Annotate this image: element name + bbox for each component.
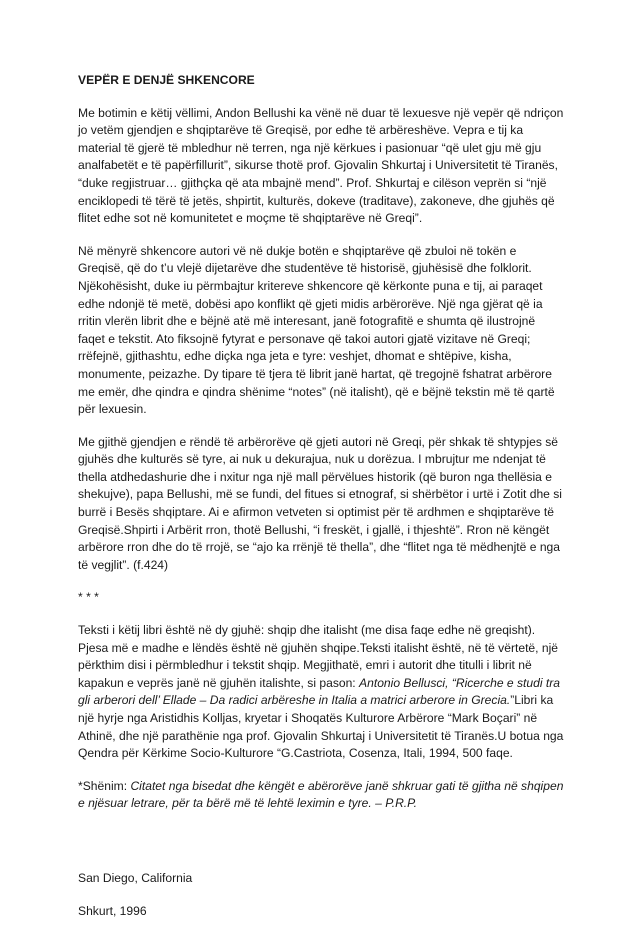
note-text: Citatet nga bisedat dhe këngët e abërorëve janë shkruar gati të gjitha në shqipen e njësuar letrare, për ta bërë më të lehtë leximin e tyre. – P.R.P. [78,778,564,811]
paragraph-3: Me gjithë gjendjen e rëndë të arbërorëve që gjeti autori në Greqi, për shkak të shtypjes së gjuhës dhe kulturës së tyre, ai nuk u dekurajua, nuk u dorëzua. I mbrujtur me ndenjat të thella atdhedashurie dhe i nxitur nga një mall përvëlues historik (që buron nga thellësia e shekujve), papa Bellushi, më se fundi, del fitues si etnograf, si shërbëtor i urtë i Zotit dhe si burrë i Besës shqiptare. Ai e afirmon vetveten si optimist për të ardhmen e shqiptarëve të Greqisë.Shpirti i Arbërit rron, thotë Bellushi, “i freskët, i gjallë, i thjeshtë”. Rron në këngët arbërore rron dhe do të rrojë, se “ajo ka rrënjë të thella”, dhe “flitet nga të mëdhenjtë e nga të vegjlit”. (f.424) [78,434,562,572]
signature-date: Shkurt, 1996 [78,903,147,918]
signature-place: San Diego, California [78,870,193,885]
document-title: VEPËR E DENJË SHKENCORE [78,73,255,87]
paragraph-4 [78,622,565,763]
note-paragraph [78,778,565,813]
paragraph-2: Në mënyrë shkencore autori vë në dukje botën e shqiptarëve që zbuloi në tokën e Greqisë, që do t’u vlejë dijetarëve dhe studentëve të historisë, gjuhësisë dhe folklorit. Njëkohësisht, duke iu përmbajtur kritereve shkencore që kërkonte puna e tij, ai paraqet edhe ndonjë të metë, dobësi apo konflikt që gjeti midis arbërorëve. Një nga gjërat që ia rritin vlerën librit dhe e bëjnë atë më interesant, janë fotografitë e shumta që ilustrojnë faqet e tekstit. Ato fiksojnë fytyrat e personave që takoi autori gjatë vizitave në Greqi; rrëfejnë, gjithashtu, edhe diçka nga jeta e tyre: veshjet, dhomat e shtëpive, kisha, monumente, peizazhe. Dy tipare të tjera të librit janë hartat, që tregojnë fshatrat arbërore me emër, dhe qindra e qindra shënime “notes” (në italisht), që e bëjnë tekstin më të qartë për lexuesin. [78,243,555,417]
document-page [78,72,565,935]
note-label: *Shënim: [78,778,131,793]
paragraph-4-text-a: Teksti i këtij libri është në dy gjuhë: shqip dhe italisht (me disa faqe edhe në greqisht). Pjesa më e madhe e lëndës është në gjuhën shqipe.Teksti italisht është, në të vërtetë, një përkthim disi i përmbledhur i tekstit shqip. Megjithatë, emri i autorit dhe titulli i librit në kapakun e veprës janë në gjuhën italishte, si pason: [78,623,559,690]
section-separator: * * * [78,590,99,605]
spacer [78,828,565,870]
paragraph-1: Me botimin e këtij vëllimi, Andon Bellushi ka vënë në duar të lexuesve një vepër që ndriçon jo vetëm gjendjen e shqiptarëve të Greqisë, por edhe të arbëreshëve. Vepra e tij ka material të gjerë të mbledhur në terren, nga një kërkues i pasionuar “që ulet gju më gju analfabetët e të papërfillurit”, sikurse thotë prof. Gjovalin Shkurtaj i Universitetit të Tiranës, “duke regjistruar… gjithçka që ata mbajnë mend”. Prof. Shkurtaj e cilëson veprën si “një enciklopedi të tërë të jetës, shpirtit, kulturës, dokeve (traditave), zakoneve, dhe gjuhës që flitet edhe sot në komunitetet e moçme të shqiptarëve në Greqi”. [78,105,564,226]
paragraph-4-book-title: Antonio Bellusci, “Ricerche e studi tra gli arberori dell’ Ellade – Da radici arbëreshe in Italia a matrici arberore in Grecia. [78,675,561,708]
paragraph-4-text-b: ”Libri ka një hyrje nga Aristidhis Kolljas, kryetar i Shoqatës Kulturore Arbërore “Mark Boçari” në Athinë, dhe një parathënie nga prof. Gjovalin Shkurtaj i Universitetit të Tiranës.U botua nga Qendra për Kërkime Socio-Kulturore “G.Castriota, Cosenza, Itali, 1994, 500 faqe. [78,693,564,761]
